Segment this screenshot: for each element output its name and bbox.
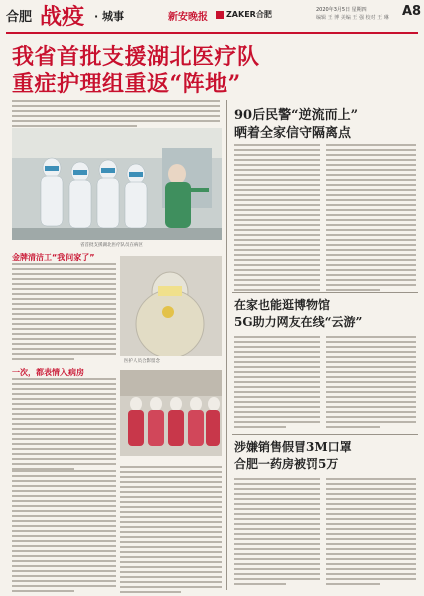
article-4-title-line1: 涉嫌销售假冒3M口罩 — [234, 440, 352, 454]
article-4-col2 — [326, 478, 416, 588]
article-2-col1 — [234, 144, 320, 294]
main-photo-medical-team — [12, 128, 222, 240]
subhead-cleaner: 金牌清洁工“我问家了” — [12, 253, 95, 262]
article-divider-1 — [232, 292, 418, 293]
medical-team-illustration — [12, 128, 222, 240]
left-column-text-2 — [12, 378, 116, 473]
article-2-title-line1: 90后民警“逆流而上” — [234, 108, 359, 123]
article-divider-2 — [232, 434, 418, 435]
article-3-col1 — [234, 336, 320, 431]
article-2-col2 — [326, 144, 416, 294]
protective-suit-illustration — [120, 256, 222, 356]
article-3-title-line1: 在家也能逛博物馆 — [234, 298, 331, 312]
brand-city: 合肥 — [6, 10, 33, 25]
brand-logo-text: 战疫 — [40, 4, 85, 30]
photo-team-group — [120, 370, 222, 456]
article-3-col2 — [326, 336, 416, 431]
main-headline-line1: 我省首批支援湖北医疗队 — [12, 44, 260, 70]
main-headline-line2: 重症护理组重返“阵地” — [12, 71, 241, 97]
photo-protective-suit — [120, 256, 222, 356]
editor-credits: 编辑 王 博 美编 王 强 校对 王 琳 — [316, 15, 389, 21]
column-divider — [226, 100, 227, 590]
left-column-text-1 — [12, 263, 116, 363]
photo-2-caption: 医护人员合影留念 — [124, 359, 160, 364]
newspaper-name: 新安晚报 — [168, 12, 208, 23]
section-title: · 城事 — [94, 10, 125, 23]
lead-paragraph — [12, 100, 220, 130]
team-group-illustration — [120, 370, 222, 456]
zaker-icon — [216, 11, 224, 19]
main-photo-caption: 省首批支援湖北医疗队员在病区 — [80, 243, 143, 248]
article-4-title-line2: 合肥一药房被罚5万 — [234, 457, 339, 471]
subhead-ward: 一次，都表情入病房 — [12, 368, 84, 377]
middle-column-text — [120, 466, 222, 596]
article-2-title-line2: 晒着全家信守隔离点 — [234, 126, 352, 141]
left-column-text-3 — [12, 470, 116, 595]
article-4-col1 — [234, 478, 320, 588]
page-header — [0, 0, 424, 34]
page-number: A8 — [402, 4, 422, 19]
zaker-label: ZAKER合肥 — [226, 10, 272, 19]
issue-date: 2020年3月5日 星期四 — [316, 7, 367, 13]
article-3-title-line2: 5G助力网友在线“云游” — [234, 315, 363, 329]
zaker-brand — [216, 9, 272, 20]
header-rule — [6, 32, 418, 34]
